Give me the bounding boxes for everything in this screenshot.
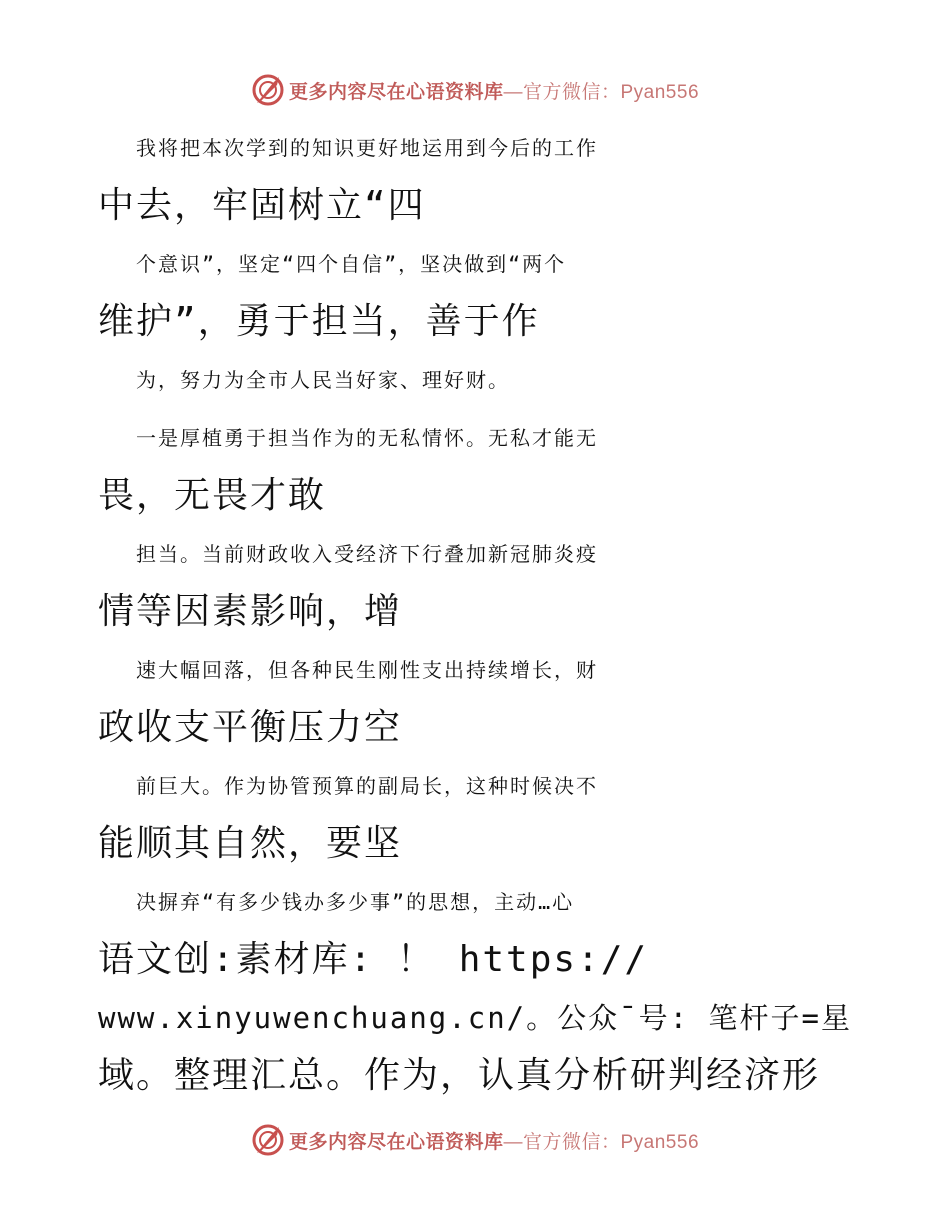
- header-banner-main: 更多内容尽在心语资料库: [288, 80, 504, 103]
- body-line: 为，努力为全市人民当好家、理好财。: [136, 368, 510, 392]
- body-line: 语文创:素材库: ！ https://: [98, 939, 649, 980]
- body-line: www.xinyuwenchuang.cn/。公众¯号: 笔杆子=星: [98, 1001, 852, 1035]
- body-line: 能顺其自然，要坚: [98, 823, 403, 864]
- body-line: 情等因素影响，增: [98, 591, 403, 632]
- body-line: 畏，无畏才敢: [98, 475, 327, 516]
- body-line: 担当。当前财政收入受经济下行叠加新冠肺炎疫: [136, 542, 598, 566]
- body-line: 政收支平衡压力空: [98, 707, 403, 748]
- body-line: 一是厚植勇于担当作为的无私情怀。无私才能无: [136, 426, 598, 450]
- body-line: 维护”，勇于担当，善于作: [98, 301, 540, 342]
- footer-banner-text: [289, 1127, 699, 1154]
- footer-banner: [0, 1118, 950, 1162]
- quill-logo-icon: [251, 1123, 285, 1157]
- body-line: 前巨大。作为协管预算的副局长，这种时候决不: [136, 774, 598, 798]
- body-line: 我将把本次学到的知识更好地运用到今后的工作: [136, 136, 598, 160]
- body-line: 个意识”，坚定“四个自信”，坚决做到“两个: [136, 252, 567, 276]
- footer-banner-wechat: —官方微信：Pyan556: [503, 1131, 700, 1153]
- body-line: 域。整理汇总。作为，认真分析研判经济形: [98, 1055, 821, 1096]
- body-line: 决摒弃“有多少钱办多少事”的思想，主动…心: [136, 890, 575, 914]
- header-banner-wechat: —官方微信：Pyan556: [503, 81, 700, 103]
- body-line: 速大幅回落，但各种民生刚性支出持续增长，财: [136, 658, 598, 682]
- footer-banner-main: 更多内容尽在心语资料库: [288, 1130, 504, 1153]
- body-line: 中去，牢固树立“四: [98, 185, 426, 226]
